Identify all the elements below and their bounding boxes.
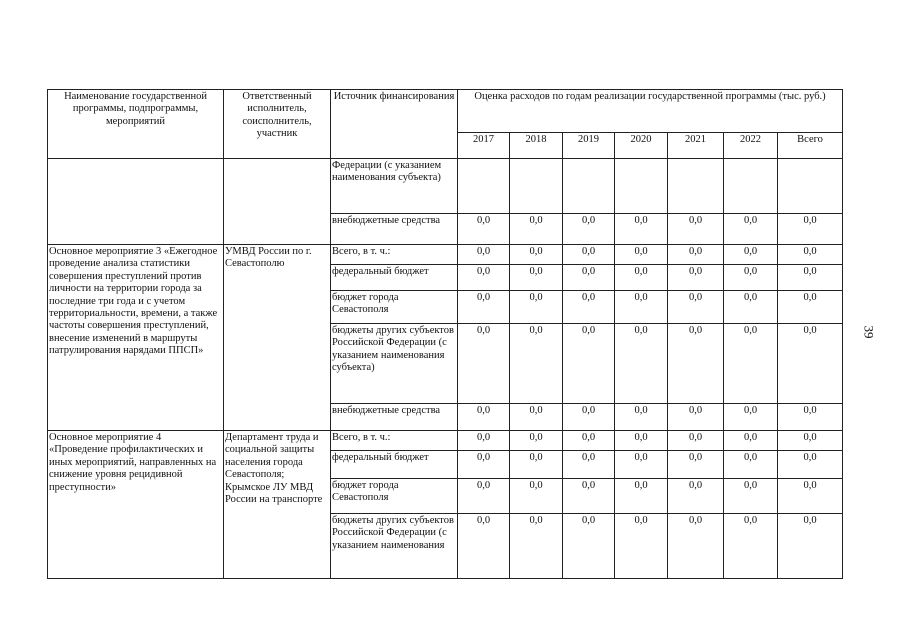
source-cell: внебюджетные средства (331, 404, 458, 431)
value-cell: 0,0 (510, 451, 563, 479)
value-cell: 0,0 (724, 291, 778, 324)
measure-name-cell: Основное мероприятие 4 «Проведение профилактических и иных мероприятий, направленных на снижение уровня рецидивной преступности» (48, 431, 224, 579)
value-cell: 0,0 (563, 404, 615, 431)
header-name: Наименование государственной программы, подпрограммы, мероприятий (48, 90, 224, 159)
value-cell: 0,0 (724, 245, 778, 265)
source-cell: бюджеты других субъектов Российской Федерации (с указанием наименования субъекта) (331, 324, 458, 404)
table-header (48, 90, 843, 159)
value-cell: 0,0 (458, 265, 510, 291)
value-cell: 0,0 (724, 265, 778, 291)
value-cell: 0,0 (563, 291, 615, 324)
value-cell: 0,0 (668, 479, 724, 514)
value-cell: 0,0 (668, 265, 724, 291)
value-cell: 0,0 (563, 451, 615, 479)
value-cell: 0,0 (668, 245, 724, 265)
source-cell: бюджеты других субъектов Российской Федерации (с указанием наименования (331, 514, 458, 579)
value-total-cell: 0,0 (778, 431, 843, 451)
value-cell: 0,0 (563, 479, 615, 514)
header-year: 2021 (668, 133, 724, 159)
name-cell-empty (48, 159, 224, 245)
value-cell: 0,0 (724, 479, 778, 514)
value-cell: 0,0 (724, 214, 778, 245)
value-cell: 0,0 (615, 265, 668, 291)
value-cell: 0,0 (563, 514, 615, 579)
value-cell: 0,0 (615, 245, 668, 265)
value-cell (724, 159, 778, 214)
value-cell: 0,0 (668, 404, 724, 431)
table-row (48, 431, 843, 451)
responsible-cell: Департамент труда и социальной защиты населения города Севастополя; Крымское ЛУ МВД России на транспорте (224, 431, 331, 579)
value-cell: 0,0 (724, 451, 778, 479)
value-cell: 0,0 (615, 214, 668, 245)
source-cell: Федерации (с указанием наименования субъекта) (331, 159, 458, 214)
header-year: 2017 (458, 133, 510, 159)
value-cell: 0,0 (510, 479, 563, 514)
header-source: Источник финансирования (331, 90, 458, 159)
value-total-cell: 0,0 (778, 214, 843, 245)
source-cell: федеральный бюджет (331, 451, 458, 479)
value-cell: 0,0 (510, 245, 563, 265)
value-total-cell: 0,0 (778, 291, 843, 324)
source-cell: Всего, в т. ч.: (331, 245, 458, 265)
header-year: 2018 (510, 133, 563, 159)
value-cell: 0,0 (615, 451, 668, 479)
value-cell: 0,0 (724, 514, 778, 579)
value-cell: 0,0 (458, 214, 510, 245)
value-cell: 0,0 (563, 265, 615, 291)
table-row (48, 159, 843, 214)
value-cell: 0,0 (510, 265, 563, 291)
value-cell: 0,0 (563, 431, 615, 451)
value-cell (563, 159, 615, 214)
value-cell: 0,0 (510, 214, 563, 245)
value-cell: 0,0 (458, 479, 510, 514)
value-cell: 0,0 (668, 214, 724, 245)
source-cell: бюджет города Севастополя (331, 291, 458, 324)
value-total-cell: 0,0 (778, 324, 843, 404)
measure-name-cell: Основное мероприятие 3 «Ежегодное проведение анализа статистики совершения преступлений против личности на территории города за последние три года и с учетом территориальности, времени, а также частоты совершения преступлений, внесение изменений в маршруты патрулирования нарядами ППСП» (48, 245, 224, 431)
value-cell: 0,0 (458, 431, 510, 451)
value-cell: 0,0 (668, 514, 724, 579)
value-cell: 0,0 (563, 324, 615, 404)
value-cell: 0,0 (510, 514, 563, 579)
header-year: 2019 (563, 133, 615, 159)
value-cell: 0,0 (458, 404, 510, 431)
value-cell: 0,0 (615, 479, 668, 514)
value-cell: 0,0 (458, 324, 510, 404)
value-cell: 0,0 (615, 291, 668, 324)
page-number: 39 (861, 325, 877, 339)
value-total-cell: 0,0 (778, 265, 843, 291)
value-cell (668, 159, 724, 214)
table-body (48, 159, 843, 579)
value-cell: 0,0 (668, 324, 724, 404)
budget-table (47, 89, 843, 579)
value-cell: 0,0 (668, 291, 724, 324)
value-cell: 0,0 (668, 451, 724, 479)
source-cell: бюджет города Севастополя (331, 479, 458, 514)
header-estimate: Оценка расходов по годам реализации государственной программы (тыс. руб.) (458, 90, 843, 133)
responsible-cell-empty (224, 159, 331, 245)
value-cell: 0,0 (724, 431, 778, 451)
value-total-cell: 0,0 (778, 451, 843, 479)
value-cell: 0,0 (510, 324, 563, 404)
value-cell: 0,0 (458, 514, 510, 579)
value-cell: 0,0 (510, 291, 563, 324)
value-cell: 0,0 (615, 324, 668, 404)
source-cell: внебюджетные средства (331, 214, 458, 245)
value-cell: 0,0 (668, 431, 724, 451)
value-total-cell: 0,0 (778, 245, 843, 265)
responsible-cell: УМВД России по г. Севастополю (224, 245, 331, 431)
source-cell: федеральный бюджет (331, 265, 458, 291)
value-total-cell: 0,0 (778, 404, 843, 431)
value-cell: 0,0 (724, 324, 778, 404)
value-cell: 0,0 (615, 514, 668, 579)
header-total: Всего (778, 133, 843, 159)
value-cell: 0,0 (458, 291, 510, 324)
source-cell: Всего, в т. ч.: (331, 431, 458, 451)
value-cell: 0,0 (510, 431, 563, 451)
value-cell: 0,0 (563, 245, 615, 265)
value-total-cell: 0,0 (778, 479, 843, 514)
table-row (48, 245, 843, 265)
value-cell: 0,0 (563, 214, 615, 245)
value-cell (510, 159, 563, 214)
value-cell: 0,0 (510, 404, 563, 431)
value-cell: 0,0 (458, 245, 510, 265)
value-cell (458, 159, 510, 214)
value-cell: 0,0 (615, 431, 668, 451)
value-total-cell: 0,0 (778, 514, 843, 579)
value-cell (615, 159, 668, 214)
header-year: 2022 (724, 133, 778, 159)
value-total-cell (778, 159, 843, 214)
header-responsible: Ответственный исполнитель, соисполнитель, участник (224, 90, 331, 159)
value-cell: 0,0 (615, 404, 668, 431)
header-year: 2020 (615, 133, 668, 159)
value-cell: 0,0 (458, 451, 510, 479)
value-cell: 0,0 (724, 404, 778, 431)
